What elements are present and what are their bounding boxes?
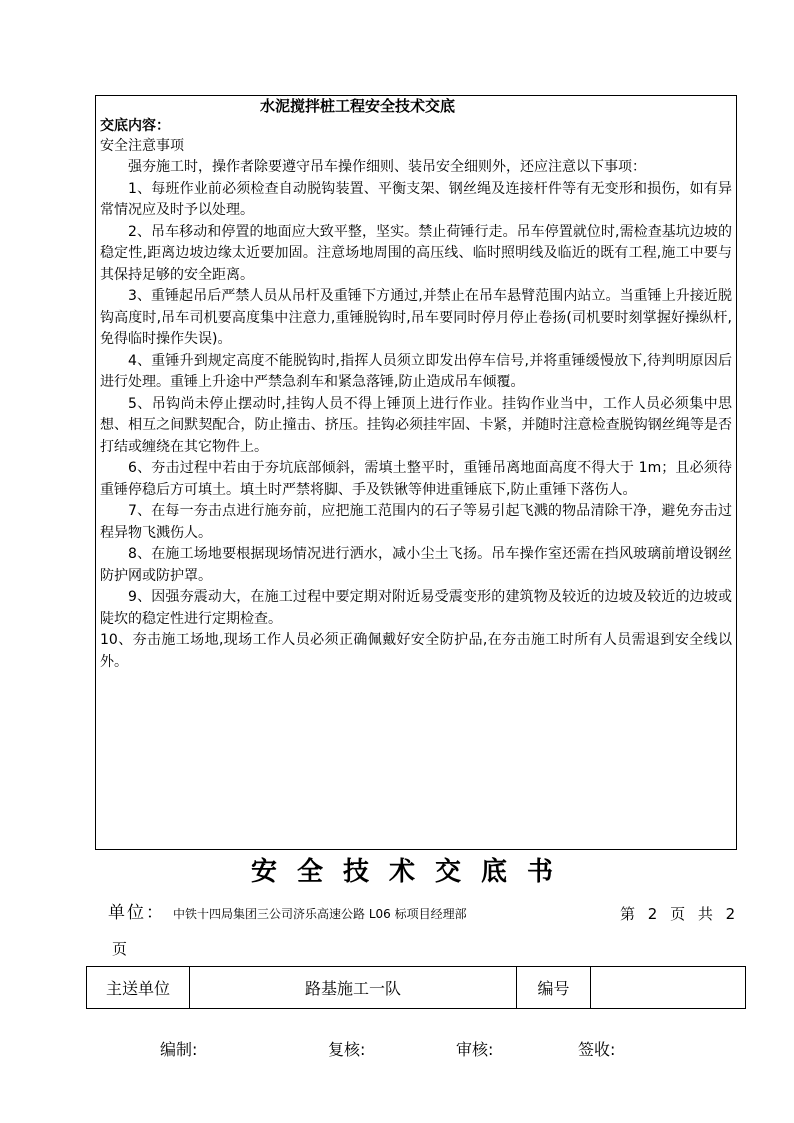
number-value (591, 967, 746, 1009)
content-box (95, 95, 737, 850)
paragraph-item-3: 3、重锤起吊后严禁人员从吊杆及重锤下方通过,并禁止在吊车悬臂范围内站立。当重锤上升接近脱钩高度时,吊车司机要高度集中注意力,重锤脱钩时,吊车要同时停月停止卷扬(司机要时刻掌握好操纵杆,免得临时操作失误)。 (100, 288, 732, 347)
sender-value: 路基施工一队 (190, 967, 517, 1009)
paragraph-item-10: 10、夯击施工场地,现场工作人员必须正确佩戴好安全防护品,在夯击施工时所有人员需退到安全线以外。 (100, 632, 732, 670)
sender-table (86, 966, 746, 1009)
unit-label: 单位： (108, 903, 165, 923)
table-row (87, 967, 746, 1009)
received-label: 签收: (578, 1040, 616, 1059)
paragraph-item-7: 7、在每一夯击点进行施夯前，应把施工范围内的石子等易引起飞溅的物品清除干净，避免夯击过程异物飞溅伤人。 (100, 503, 732, 541)
paragraph-intro: 强夯施工时，操作者除要遵守吊车操作细则、装吊安全细则外，还应注意以下事项： (128, 159, 646, 175)
audited-label: 审核: (456, 1040, 494, 1059)
paragraph-item-9: 9、因强夯震动大，在施工过程中要定期对附近易受震变形的建筑物及较近的边坡及较近的边坡或陡坎的稳定性进行定期检查。 (100, 589, 732, 627)
signature-row (0, 1037, 794, 1061)
number-label: 编号 (517, 967, 591, 1009)
subheading: 安全注意事项 (100, 138, 184, 154)
form-title: 安全技术交底书 (250, 857, 573, 887)
paragraph-item-1: 1、每班作业前必须检查自动脱钩装置、平衡支架、钢丝绳及连接杆件等有无变形和损伤，如有异常情况应及时予以处理。 (100, 180, 732, 218)
section-label: 交底内容： (100, 118, 170, 134)
paragraph-item-6: 6、夯击过程中若由于夯坑底部倾斜，需填土整平时，重锤吊离地面高度不得大于 1m；且必须待重锤停稳后方可填土。填土时严禁将脚、手及铁锹等伸进重锤底下,防止重锤下落伤人。 (100, 460, 732, 498)
paragraph-item-4: 4、重锤升到规定高度不能脱钩时,指挥人员须立即发出停车信号,并将重锤缓慢放下,待判明原因后进行处理。重锤上升途中严禁急刹车和紧急落锤,防止造成吊车倾覆。 (100, 352, 732, 390)
page-info-wrap: 页 (112, 940, 128, 958)
prepared-label: 编制: (160, 1040, 198, 1059)
paragraph-item-2: 2、吊车移动和停置的地面应大致平整，坚实。禁止荷锤行走。吊车停置就位时,需检查基坑边坡的稳定性,距离边坡边缘太近要加固。注意场地周围的高压线、临时照明线及临近的既有工程,施工中要与其保持足够的安全距离。 (100, 223, 732, 283)
reviewed-label: 复核: (328, 1040, 366, 1059)
document-title: 水泥搅拌桩工程安全技术交底 (260, 97, 456, 115)
page-info: 第 2 页 共 2 (620, 905, 740, 923)
paragraph-item-8: 8、在施工场地要根据现场情况进行洒水，减小尘土飞扬。吊车操作室还需在挡风玻璃前增设钢丝防护网或防护罩。 (100, 546, 732, 584)
paragraph-item-5: 5、吊钩尚未停止摆动时,挂钩人员不得上锤顶上进行作业。挂钩作业当中，工作人员必须集中思想、相互之间默契配合，防止撞击、挤压。挂钩必须挂牢固、卡紧，并随时注意检查脱钩钢丝绳等是否打结或缠绕在其它物件上。 (100, 395, 732, 455)
sender-label: 主送单位 (87, 967, 190, 1009)
unit-value: 中铁十四局集团三公司济乐高速公路 L06 标项目经理部 (173, 907, 467, 921)
